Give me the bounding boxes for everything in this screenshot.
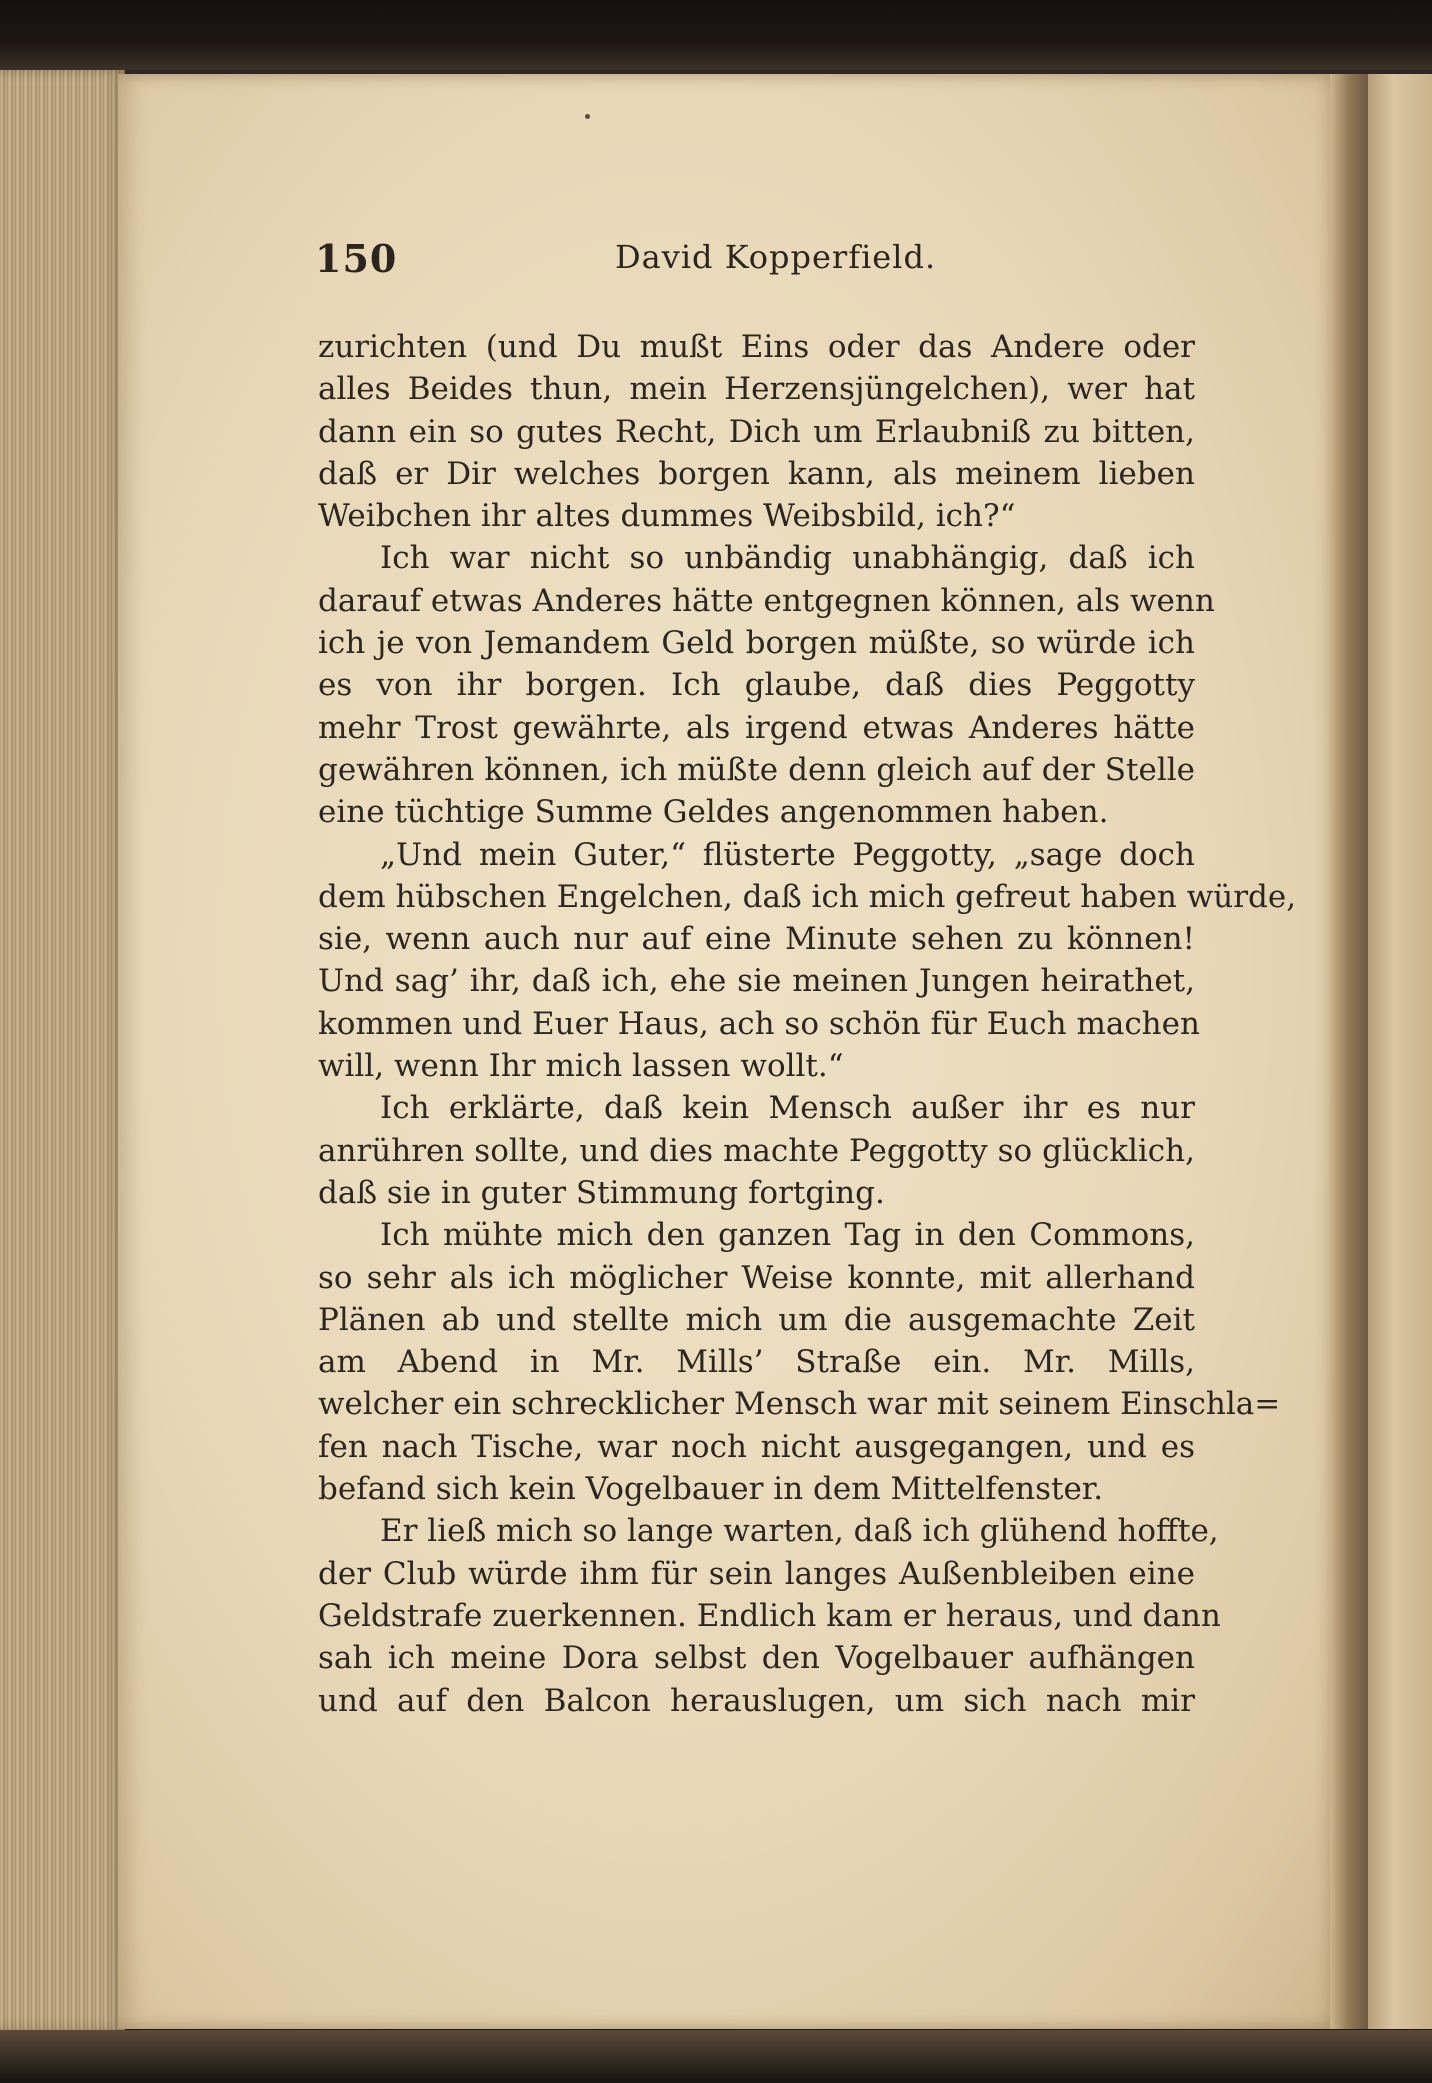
text-line: daß er Dir welches borgen kann, als meinem lieben [318,455,1195,492]
text-line: und auf den Balcon herauslugen, um sich nach mir [318,1682,1195,1719]
text-line: zurichten (und Du mußt Eins oder das Andere oder [318,329,1195,365]
text-line: Geldstrafe zuerkennen. Endlich kam er heraus, und dann [318,1597,1221,1634]
running-head [315,236,1195,296]
text-line: Weibchen ihr altes dummes Weibsbild, ich?“ [318,498,1016,535]
body-text [318,326,1297,1722]
text-line: Ich mühte mich den ganzen Tag in den Commons, [380,1217,1195,1254]
text-line: ich je von Jemandem Geld borgen müßte, so würde ich [318,625,1195,662]
text-line: kommen und Euer Haus, ach so schön für Euch machen [318,1005,1200,1042]
book-gutter [1330,74,1370,2029]
text-line: daß sie in guter Stimmung fortging. [318,1174,885,1211]
text-line: der Club würde ihm für sein langes Außenbleiben eine [318,1555,1195,1592]
text-line: so sehr als ich möglicher Weise konnte, mit allerhand [318,1259,1195,1296]
text-line: anrühren sollte, und dies machte Peggotty so glücklich, [318,1132,1195,1169]
text-line: Plänen ab und stellte mich um die ausgemachte Zeit [318,1301,1195,1338]
text-line: welcher ein schrecklicher Mensch war mit seinem Einschla= [318,1386,1281,1423]
text-line: sah ich meine Dora selbst den Vogelbauer aufhängen [318,1640,1195,1677]
text-line: dem hübschen Engelchen, daß ich mich gefreut haben würde, [318,878,1297,915]
text-line: es von ihr borgen. Ich glaube, daß dies Peggotty [318,667,1195,704]
text-line: befand sich kein Vogelbauer in dem Mittelfenster. [318,1471,1104,1508]
text-line: Ich erklärte, daß kein Mensch außer ihr es nur [380,1090,1195,1127]
ink-speck [585,114,590,119]
text-line: will, wenn Ihr mich lassen wollt.“ [318,1048,844,1085]
text-line: darauf etwas Anderes hätte entgegnen können, als wenn [318,582,1215,619]
page-number: 150 [315,236,398,281]
text-line: dann ein so gutes Recht, Dich um Erlaubniß zu bitten, [318,413,1195,450]
text-line: am Abend in Mr. Mills’ Straße ein. Mr. Mills, [318,1344,1195,1381]
page-stack-edge [0,70,125,2030]
book-top-edge [0,0,1432,70]
text-line: „Und mein Guter,“ flüsterte Peggotty, „sage doch [380,836,1195,873]
text-line: sie, wenn auch nur auf eine Minute sehen zu können! [318,921,1195,958]
book-bottom-edge [0,2030,1432,2083]
text-line: alles Beides thun, mein Herzensjüngelchen), wer hat [318,371,1195,408]
text-line: mehr Trost gewährte, als irgend etwas Anderes hätte [318,709,1195,746]
text-line: Er ließ mich so lange warten, daß ich glühend hoffte, [380,1513,1219,1550]
text-line: Und sag’ ihr, daß ich, ehe sie meinen Jungen heirathet, [318,963,1195,1000]
text-line: Ich war nicht so unbändig unabhängig, daß ich [380,540,1195,577]
text-line: gewähren können, ich müßte denn gleich auf der Stelle [318,751,1195,788]
text-line: eine tüchtige Summe Geldes angenommen haben. [318,794,1109,831]
facing-page-edge [1368,74,1432,2029]
text-line: fen nach Tische, war noch nicht ausgegangen, und es [318,1428,1195,1465]
running-title: David Kopperfield. [615,238,937,276]
